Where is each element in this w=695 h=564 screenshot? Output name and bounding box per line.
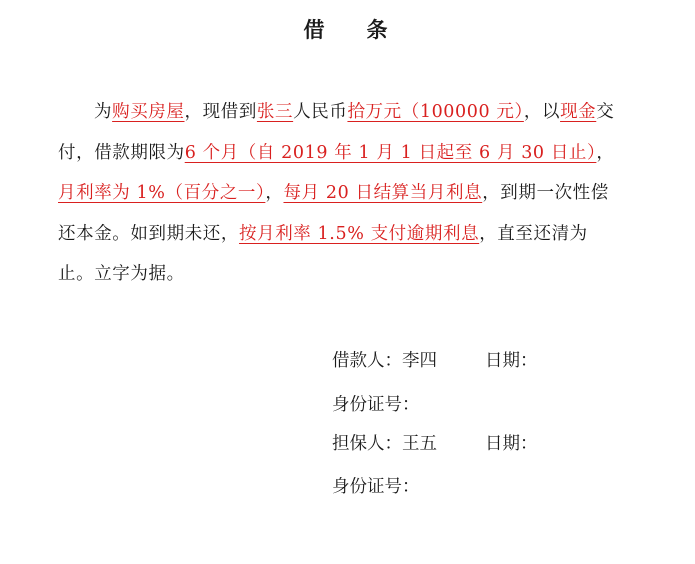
guarantor-label: 担保人：王五 bbox=[332, 434, 437, 454]
borrower-id-line bbox=[332, 391, 420, 416]
overdue-penalty: 按月利率 1.5% 支付逾期利息 bbox=[239, 223, 480, 244]
text: ，直至还清为止。立字为据。 bbox=[58, 223, 588, 284]
borrower-label: 借款人：李四 bbox=[332, 351, 437, 371]
interest-rate: 月利率为 1%（百分之一） bbox=[58, 183, 266, 203]
loan-term: 6 个月（自 2019 年 1 月 1 日起至 6 月 30 日止） bbox=[184, 142, 597, 163]
borrower-id: 身份证号： bbox=[332, 395, 420, 415]
borrower-line bbox=[332, 347, 538, 372]
text: ， bbox=[265, 183, 284, 203]
guarantor-id: 身份证号： bbox=[332, 477, 420, 497]
document-title bbox=[0, 14, 695, 44]
text: ，现借到 bbox=[184, 102, 257, 122]
loan-amount: 拾万元（100000 元） bbox=[347, 102, 524, 122]
guarantor-line bbox=[332, 430, 538, 455]
borrower-date: 日期： bbox=[485, 351, 538, 371]
text: ，以 bbox=[523, 102, 561, 122]
payment-method: 现金 bbox=[560, 102, 597, 122]
text: 为 bbox=[94, 102, 113, 122]
loan-purpose: 购买房屋 bbox=[112, 102, 185, 122]
guarantor-date: 日期： bbox=[485, 434, 538, 454]
title-char-1: 借 bbox=[303, 17, 329, 42]
text: 人民币 bbox=[293, 102, 348, 122]
loan-paragraph bbox=[58, 92, 618, 295]
title-char-2: 条 bbox=[366, 17, 392, 42]
text: 交付，借款期限为 bbox=[58, 102, 615, 163]
text: ， bbox=[596, 142, 615, 163]
text: ，到期一次性偿还本金。如到期未还， bbox=[58, 183, 609, 244]
lender-name: 张三 bbox=[256, 102, 294, 122]
settlement-terms: 每月 20 日结算当月利息 bbox=[283, 183, 483, 203]
guarantor-id-line bbox=[332, 473, 420, 498]
